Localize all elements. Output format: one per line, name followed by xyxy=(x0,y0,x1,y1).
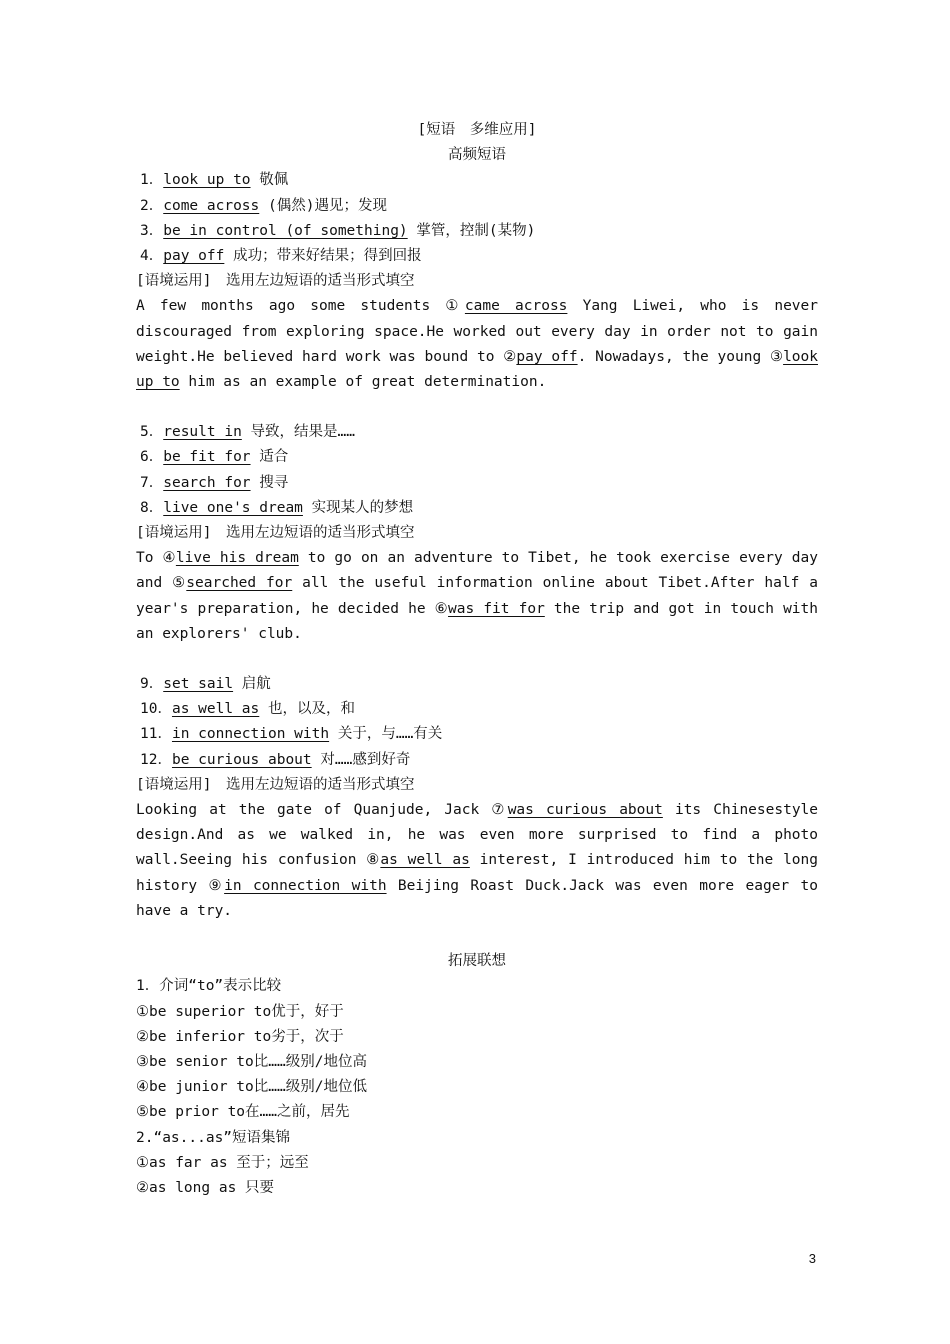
passage-text: interest, I introduced him to the long history ⑨ xyxy=(136,852,818,894)
extension-line: ②be inferior to劣于，次于 xyxy=(136,1028,344,1045)
phrase-item xyxy=(136,496,818,521)
subtitle-high-frequency: 高频短语 xyxy=(448,147,506,164)
phrase-meaning: 对……感到好奇 xyxy=(311,751,411,768)
blank-answer: came across xyxy=(464,298,568,315)
passage-text: Beijing Roast Duck.Jack was even more eager to have a try. xyxy=(136,877,818,919)
extension-line: ①as far as 至于；远至 xyxy=(136,1154,309,1171)
phrase-number: 3． xyxy=(140,222,164,239)
passage-text: the trip and got in touch with an explorers' club. xyxy=(136,600,818,642)
phrase-answer: in connection with xyxy=(171,726,330,743)
passage-3 xyxy=(136,798,818,924)
phrase-number: 6． xyxy=(140,449,164,466)
phrase-meaning: 成功；带来好结果；得到回报 xyxy=(224,248,422,265)
phrase-item xyxy=(136,194,818,219)
phrase-item xyxy=(136,219,818,244)
spacer xyxy=(136,395,818,420)
phrase-list-1 xyxy=(136,168,818,269)
instruction-3: [语境运用] 选用左边短语的适当形式填空 xyxy=(136,776,415,793)
section-title: [短语 多维应用] xyxy=(417,122,537,138)
extension-list xyxy=(136,974,818,1201)
blank-answer: searched for xyxy=(186,575,293,592)
subtitle-extension: 拓展联想 xyxy=(448,953,506,970)
extension-line: ③be senior to比……级别/地位高 xyxy=(136,1053,367,1070)
extension-line: ④be junior to比……级别/地位低 xyxy=(136,1079,367,1096)
phrase-number: 7． xyxy=(140,474,164,491)
blank-answer: as well as xyxy=(380,852,470,869)
passage-1 xyxy=(136,294,818,395)
phrase-item xyxy=(136,445,818,470)
passage-text: all the useful information online about Tibet.After half a year's preparation, he decided he ⑥ xyxy=(136,575,818,617)
phrase-item xyxy=(136,672,818,697)
phrase-answer: pay off xyxy=(163,248,225,265)
phrase-number: 11． xyxy=(140,726,172,743)
phrase-meaning: 也，以及，和 xyxy=(259,701,356,718)
phrase-meaning: 实现某人的梦想 xyxy=(302,499,414,516)
phrase-number: 2． xyxy=(140,197,164,214)
spacer xyxy=(136,647,818,672)
spacer xyxy=(136,924,818,949)
phrase-meaning: 关于，与……有关 xyxy=(329,726,443,743)
passage-text: . Nowadays, the young ③ xyxy=(577,348,784,365)
phrase-number: 10． xyxy=(140,701,172,718)
phrase-answer: be fit for xyxy=(163,449,251,466)
phrase-list-3 xyxy=(136,672,818,773)
phrase-item xyxy=(136,168,818,193)
passage-2 xyxy=(136,546,818,647)
phrase-answer: be in control (of something) xyxy=(163,222,408,239)
passage-text: A few months ago some students ① xyxy=(136,298,465,315)
phrase-item xyxy=(136,748,818,773)
page-number: 3 xyxy=(808,1251,816,1266)
passage-text: Looking at the gate of Quanjude, Jack ⑦ xyxy=(136,802,508,819)
phrase-answer: result in xyxy=(163,424,242,441)
phrase-meaning: 适合 xyxy=(250,449,289,466)
phrase-meaning: 掌管，控制(某物) xyxy=(407,222,536,239)
phrase-meaning: 敬佩 xyxy=(250,172,289,189)
phrase-answer: live one's dream xyxy=(163,499,303,516)
blank-answer: was fit for xyxy=(448,600,545,617)
extension-line: ⑤be prior to在……之前，居先 xyxy=(136,1104,350,1121)
phrase-item xyxy=(136,722,818,747)
extension-line: 1．介词“to”表示比较 xyxy=(136,978,282,995)
phrase-answer: come across xyxy=(163,197,260,214)
phrase-answer: be curious about xyxy=(171,751,312,768)
phrase-item xyxy=(136,420,818,445)
phrase-meaning: (偶然)遇见；发现 xyxy=(259,197,387,214)
passage-text: him as an example of great determination. xyxy=(179,374,547,391)
phrase-answer: look up to xyxy=(163,172,251,189)
phrase-number: 4． xyxy=(140,248,164,265)
phrase-list-2 xyxy=(136,420,818,521)
phrase-answer: as well as xyxy=(171,701,260,718)
passage-text: To ④ xyxy=(136,550,176,567)
extension-line: ①be superior to优于，好于 xyxy=(136,1003,344,1020)
phrase-number: 9． xyxy=(140,676,164,693)
phrase-answer: search for xyxy=(163,474,251,491)
phrase-meaning: 导致，结果是…… xyxy=(241,424,356,441)
phrase-meaning: 启航 xyxy=(233,676,271,693)
phrase-item xyxy=(136,471,818,496)
phrase-item xyxy=(136,697,818,722)
phrase-meaning: 搜寻 xyxy=(250,474,289,491)
page-content xyxy=(136,118,818,1201)
blank-answer: live his dream xyxy=(175,550,299,567)
passage-text: its Chinesestyle design.And as we walked in, he was even more surprised to find a photo wall.Seeing his confusion ⑧ xyxy=(136,802,819,869)
phrase-answer: set sail xyxy=(163,676,234,693)
instruction-2: [语境运用] 选用左边短语的适当形式填空 xyxy=(136,525,415,542)
passage-text: to go on an adventure to Tibet, he took exercise every day and ⑤ xyxy=(136,550,818,592)
blank-answer: pay off xyxy=(516,348,578,365)
blank-answer: in connection with xyxy=(224,877,387,894)
blank-answer: look up to xyxy=(136,348,818,391)
extension-line: 2.“as...as”短语集锦 xyxy=(136,1129,291,1146)
passage-text: Yang Liwei, who is never discouraged from exploring space.He worked out every day in order not to gain weight.He believed hard work was bound to ② xyxy=(136,298,818,365)
phrase-item xyxy=(136,244,818,269)
blank-answer: was curious about xyxy=(507,802,663,819)
extension-line: ②as long as 只要 xyxy=(136,1179,275,1196)
phrase-number: 8． xyxy=(140,499,164,516)
phrase-number: 1． xyxy=(140,172,164,189)
phrase-number: 12． xyxy=(140,751,172,768)
phrase-number: 5． xyxy=(140,424,164,441)
instruction-1: [语境运用] 选用左边短语的适当形式填空 xyxy=(136,273,415,290)
